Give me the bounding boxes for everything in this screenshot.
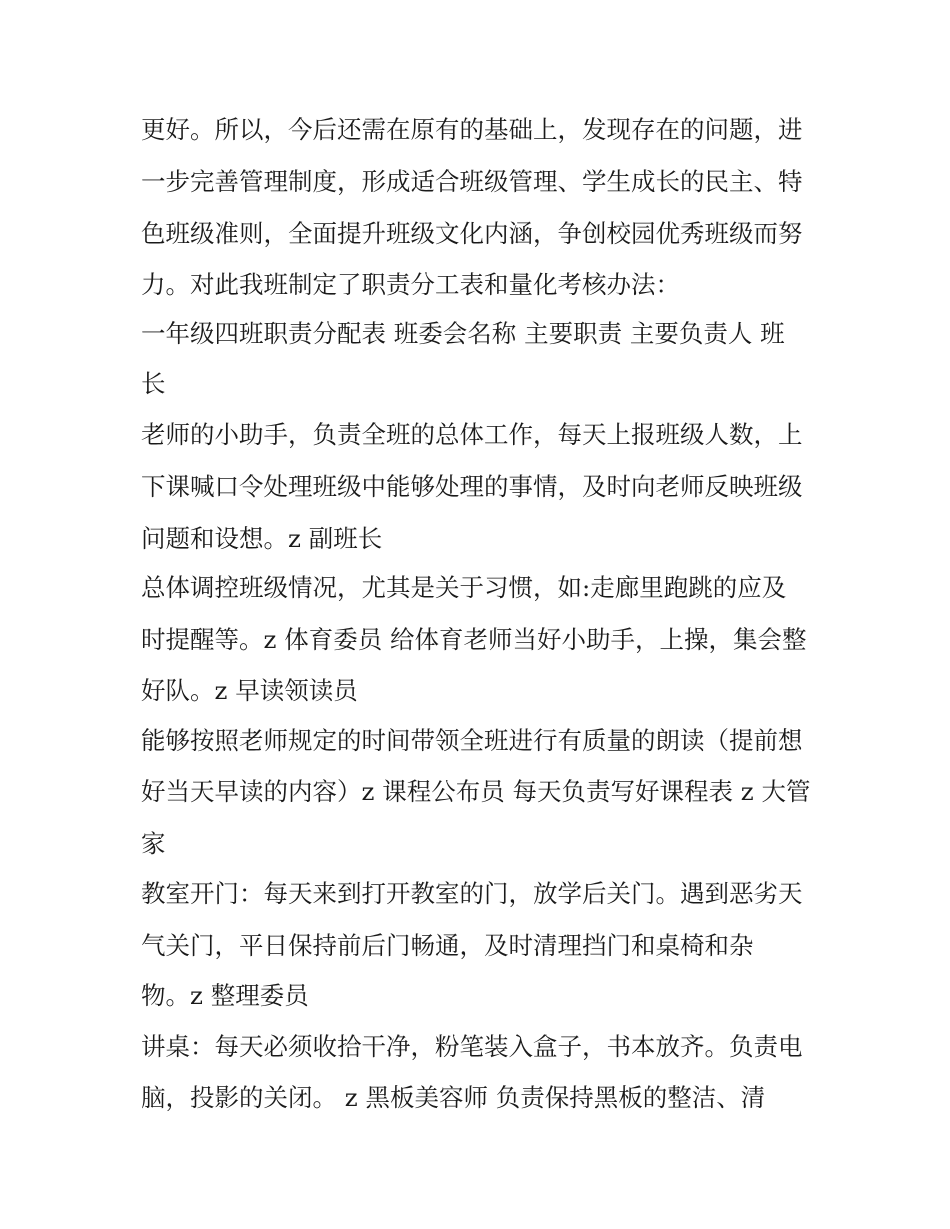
text-line: 时提醒等。z 体育委员 给体育老师当好小助手，上操，集会整 — [141, 625, 807, 654]
text-line: 更好。所以，今后还需在原有的基础上，发现存在的问题，进 — [141, 115, 803, 144]
text-line: 好队。z 早读领读员 — [141, 676, 358, 705]
text-line: 能够按照老师规定的时间带领全班进行有质量的朗读（提前想 — [141, 726, 803, 755]
text-line: 家 — [141, 829, 166, 858]
text-line: 力。对此我班制定了职责分工表和量化考核办法： — [141, 270, 680, 299]
text-line: 老师的小助手，负责全班的总体工作，每天上报班级人数，上 — [141, 420, 803, 449]
text-line: 一年级四班职责分配表 班委会名称 主要职责 主要负责人 班 — [141, 319, 785, 348]
text-line: 下课喊口令处理班级中能够处理的事情，及时向老师反映班级 — [141, 472, 803, 501]
text-line: 教室开门：每天来到打开教室的门，放学后关门。遇到恶劣天 — [141, 879, 803, 908]
text-line: 物。z 整理委员 — [141, 981, 309, 1010]
text-line: 问题和设想。z 副班长 — [141, 524, 383, 553]
text-line: 好当天早读的内容）z 课程公布员 每天负责写好课程表 z 大管 — [141, 777, 811, 806]
text-line: 气关门，平日保持前后门畅通，及时清理挡门和桌椅和杂 — [141, 931, 754, 960]
text-line: 一步完善管理制度，形成适合班级管理、学生成长的民主、特 — [141, 167, 803, 196]
text-line: 色班级准则，全面提升班级文化内涵，争创校园优秀班级而努 — [141, 219, 803, 248]
text-line: 脑，投影的关闭。 z 黑板美容师 负责保持黑板的整洁、清 — [141, 1083, 766, 1112]
text-line: 长 — [141, 369, 166, 398]
text-line: 讲桌：每天必须收拾干净，粉笔装入盒子，书本放齐。负责电 — [141, 1032, 803, 1061]
text-line: 总体调控班级情况，尤其是关于习惯，如:走廊里跑跳的应及 — [141, 573, 787, 602]
